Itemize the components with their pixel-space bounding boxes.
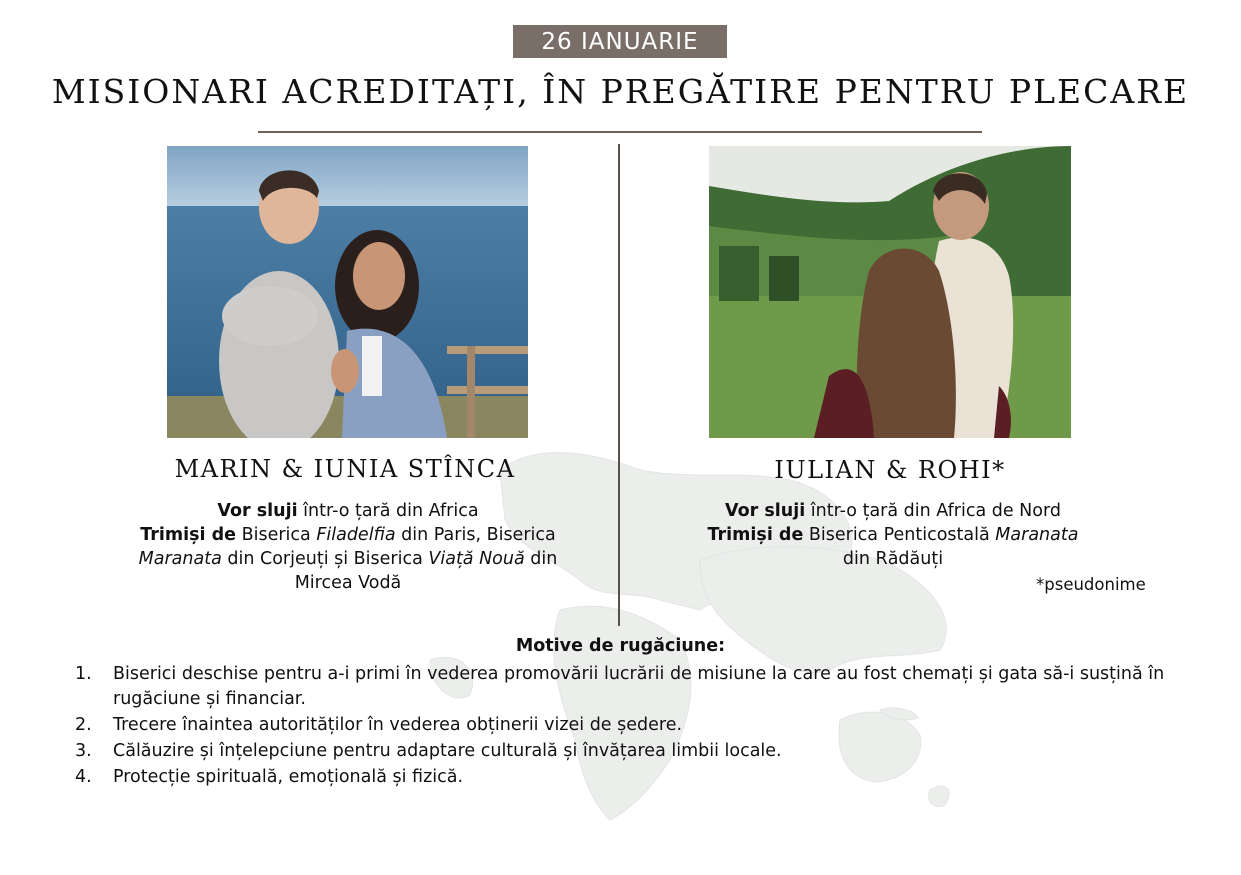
date-badge: 26 IANUARIE — [513, 25, 727, 58]
item-text: Protecție spirituală, emoțională și fizică. — [113, 766, 464, 787]
label-trimisi-de: Trimiși de — [140, 525, 237, 545]
couple-name-right: IULIAN & ROHI* — [774, 456, 1006, 484]
label-trimisi-de: Trimiși de — [707, 525, 804, 545]
item-number: 1. — [75, 664, 92, 684]
list-item — [75, 713, 1165, 738]
info-left — [110, 499, 586, 595]
list-item — [75, 765, 1165, 790]
couple-name-left: MARIN & IUNIA STÎNCA — [174, 455, 516, 483]
text-destination: într-o țară din Africa — [297, 501, 479, 521]
text-church: Biserica Penticostală — [803, 525, 996, 545]
list-item — [75, 662, 1165, 711]
church-name: Viață Nouă — [428, 549, 525, 569]
prayer-title: Motive de rugăciune: — [515, 636, 726, 656]
footnote-pseudonyms: *pseudonime — [1036, 575, 1146, 594]
item-number: 4. — [75, 766, 92, 787]
label-vor-sluji: Vor sluji — [217, 501, 298, 521]
label-vor-sluji: Vor sluji — [725, 501, 806, 521]
text-church: din Paris, Biserica — [395, 525, 556, 545]
text-church: din Rădăuți — [842, 549, 944, 569]
info-right — [670, 499, 1116, 571]
text-destination: într-o țară din Africa de Nord — [805, 501, 1061, 521]
prayer-list — [75, 662, 1165, 791]
text-church: Biserica — [236, 525, 317, 545]
title-divider — [258, 131, 982, 133]
list-item — [75, 739, 1165, 764]
text-church: din Mircea Vodă — [294, 549, 558, 593]
church-name: Maranata — [995, 525, 1079, 545]
column-divider — [618, 144, 620, 626]
item-text: Biserici deschise pentru a-i primi în vederea promovării lucrării de misiune la care au fost chemați și gata să-i susțină în rugăciune și financiar. — [113, 664, 1165, 709]
photo-marin-iunia — [167, 146, 528, 438]
item-text: Călăuzire și înțelepciune pentru adaptare culturală și învățarea limbii locale. — [113, 740, 782, 761]
photo-iulian-rohi — [709, 146, 1071, 438]
item-number: 2. — [75, 714, 92, 735]
item-text: Trecere înaintea autorităților în vederea obținerii vizei de ședere. — [113, 714, 683, 735]
item-number: 3. — [75, 740, 92, 761]
church-name: Filadelfia — [316, 525, 396, 545]
text-church: din Corjeuți și Biserica — [221, 549, 429, 569]
page-title: MISIONARI ACREDITAȚI, ÎN PREGĂTIRE PENTRU PLECARE — [51, 72, 1190, 111]
church-name: Maranata — [138, 549, 222, 569]
